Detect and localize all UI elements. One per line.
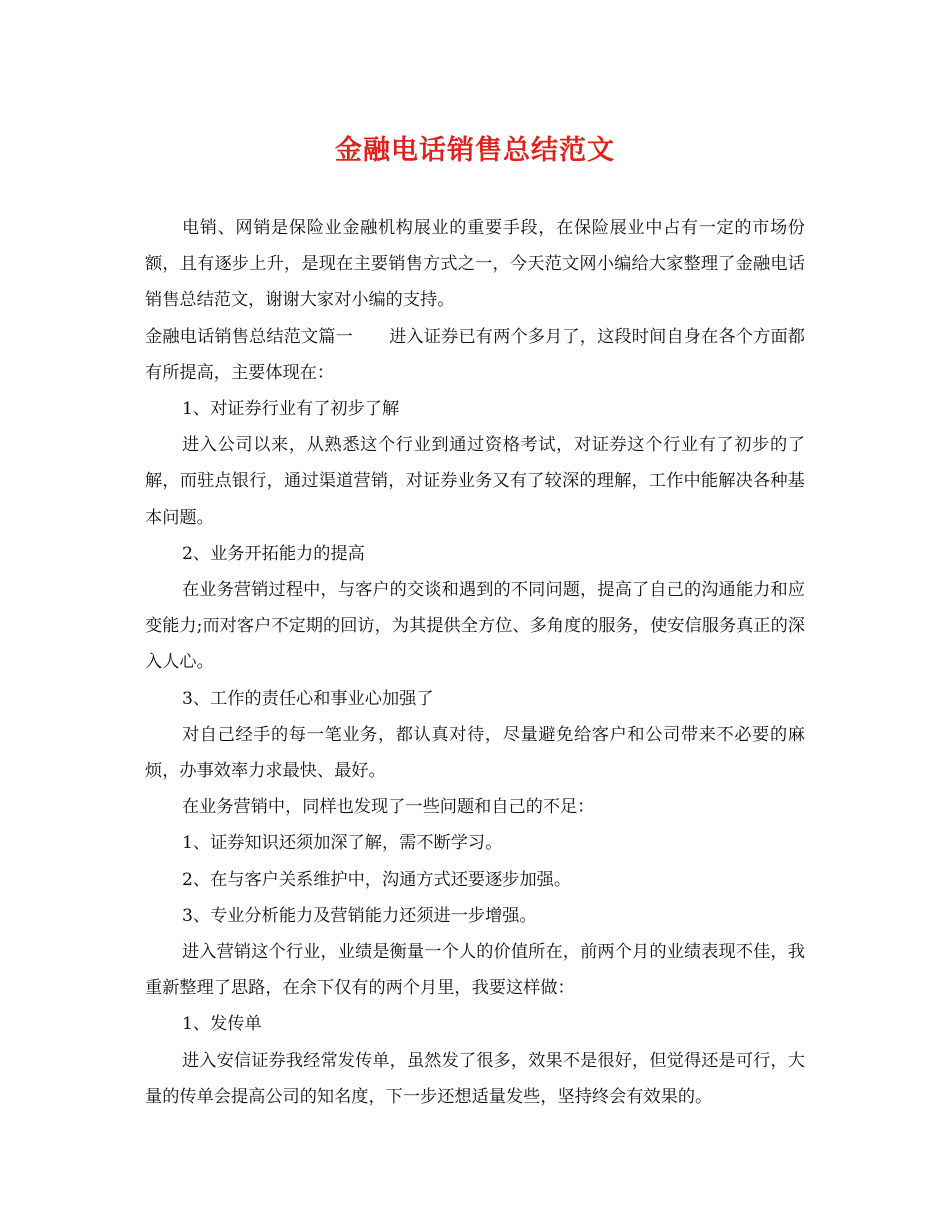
list-heading-2: 2、业务开拓能力的提高	[181, 543, 365, 564]
paragraph-body: 进入营销这个行业，业绩是衡量一个人的价值所在，前两个月的业绩表现不佳，我重新整理了思路，在余下仅有的两个月里，我要这样做：	[145, 942, 805, 999]
list-item: 3、专业分析能力及营销能力还须进一步增强。	[181, 905, 537, 926]
paragraph-body: 进入公司以来，从熟悉这个行业到通过资格考试，对证券这个行业有了初步的了解，而驻点银行，通过渠道营销，对证券业务又有了较深的理解，工作中能解决各种基本问题。	[145, 435, 805, 528]
list-item: 1、证券知识还须加深了解，需不断学习。	[181, 833, 503, 854]
paragraph-body: 进入安信证券我经常发传单，虽然发了很多，效果不是很好，但觉得还是可行，大量的传单会提高公司的知名度，下一步还想适量发些，坚持终会有效果的。	[145, 1050, 805, 1107]
paragraph-body: 对自己经手的每一笔业务，都认真对待，尽量避免给客户和公司带来不必要的麻烦，办事效率力求最快、最好。	[145, 724, 805, 782]
list-item: 2、在与客户关系维护中，沟通方式还要逐步加强。	[181, 869, 572, 890]
section-one-heading: 金融电话销售总结范文篇一	[145, 326, 353, 347]
list-heading-3: 3、工作的责任心和事业心加强了	[181, 688, 434, 709]
paragraph-body: 在业务营销中，同样也发现了一些问题和自己的不足：	[181, 797, 595, 818]
paragraph-intro: 电销、网销是保险业金融机构展业的重要手段，在保险展业中占有一定的市场份额，且有逐步上升，是现在主要销售方式之一，今天范文网小编给大家整理了金融电话销售总结范文，谢谢大家对小编的支持。	[145, 218, 805, 311]
document-page	[145, 128, 805, 1115]
paragraph-section-one-lead	[145, 319, 805, 391]
list-heading-flyers: 1、发传单	[181, 1014, 262, 1035]
paragraph-body: 在业务营销过程中，与客户的交谈和遇到的不同问题，提高了自己的沟通能力和应变能力;而对客户不定期的回访，为其提供全方位、多角度的服务，使安信服务真正的深入人心。	[145, 580, 805, 673]
document-title: 金融电话销售总结范文	[335, 135, 615, 166]
list-heading-1: 1、对证券行业有了初步了解	[181, 399, 400, 420]
section-one-text: 进入证券已有两个多月了，这段时间自身在各个方面都有所提高，主要体现在：	[145, 326, 805, 383]
